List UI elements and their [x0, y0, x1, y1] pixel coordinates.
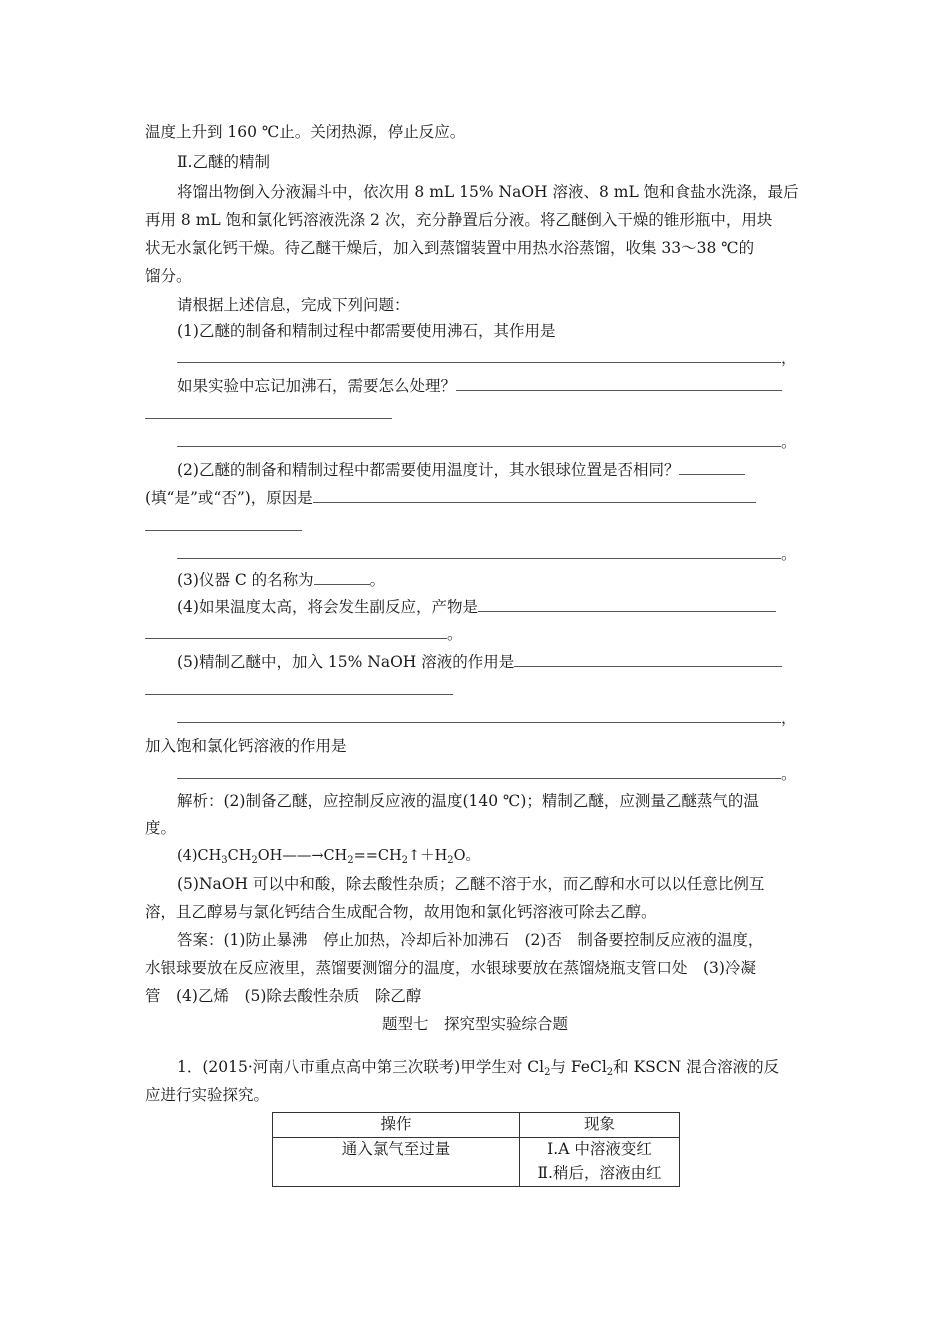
problem-text: 和 KSCN 混合溶液的反 — [613, 1058, 780, 1076]
answer-blank-row — [145, 404, 392, 424]
eq-subscript: 3 — [221, 855, 228, 866]
heading-purification: Ⅱ.乙醚的精制 — [177, 153, 270, 171]
eq-text: CH — [227, 848, 252, 864]
punctuation: 。 — [369, 571, 386, 589]
analysis-line: 解析：(2)制备乙醚，应控制反应液的温度(140 ℃)；精制乙醚，应测量乙醚蒸气的温 — [177, 792, 759, 810]
answer-blank[interactable] — [478, 597, 776, 612]
eq-text: ↑＋H — [408, 848, 448, 864]
table-header-phenomenon: 现象 — [520, 1113, 680, 1138]
paragraph-line: 将馏出物倒入分液漏斗中，依次用 8 mL 15% NaOH 溶液、8 mL 饱和食盐水洗涤，最后 — [177, 183, 799, 201]
prompt-line: 请根据上述信息，完成下列问题： — [177, 296, 410, 314]
question-4: (4)如果温度太高，将会发生副反应，产物是 — [177, 598, 478, 616]
intro-line-1: 温度上升到 160 ℃止。关闭热源，停止反应。 — [145, 123, 466, 141]
answer-blank-row — [177, 348, 797, 368]
analysis-line: 度。 — [145, 819, 177, 837]
table-cell-phenomenon: Ⅰ.A 中溶液变红 — [520, 1138, 680, 1163]
answer-blank-row — [145, 680, 453, 700]
answer-blank[interactable] — [145, 404, 392, 419]
subscript: 2 — [606, 1067, 614, 1078]
analysis-equation — [177, 846, 480, 871]
problem-1-line — [177, 1057, 779, 1083]
table-header-operation: 操作 — [273, 1113, 520, 1138]
question-3: (3)仪器 C 的名称为 — [177, 571, 314, 589]
punctuation: 。 — [781, 433, 797, 451]
answer-blank[interactable] — [177, 544, 781, 559]
answer-line: 答案：(1)防止暴沸 停止加热，冷却后补加沸石 (2)否 制备要控制反应液的温度， — [177, 931, 764, 949]
eq-subscript: 2 — [401, 855, 408, 866]
analysis-line: 溶，且乙醇易与氯化钙结合生成配合物，故用饱和氯化钙溶液可除去乙醇。 — [145, 903, 657, 921]
paragraph-line: 馏分。 — [145, 267, 192, 285]
answer-blank[interactable] — [145, 680, 453, 695]
answer-blank[interactable] — [456, 376, 782, 391]
paragraph-line: 状无水氯化钙干燥。待乙醚干燥后，加入到蒸馏装置中用热水浴蒸馏，收集 33～38 ℃的 — [145, 239, 755, 257]
answer-blank-row — [145, 624, 463, 644]
answer-blank[interactable] — [679, 460, 745, 475]
answer-blank[interactable] — [177, 708, 781, 723]
answer-blank-row — [177, 544, 797, 564]
question-5b: 加入饱和氯化钙溶液的作用是 — [145, 737, 347, 755]
question-4-row — [177, 597, 776, 617]
eq-text: O。 — [453, 848, 481, 864]
answer-blank[interactable] — [514, 652, 782, 667]
eq-text: (4)CH — [177, 848, 222, 864]
question-2: (2)乙醚的制备和精制过程中都需要使用温度计，其水银球位置是否相同？ — [177, 461, 680, 479]
answer-line: 水银球要放在反应液里，蒸馏要测馏分的温度，水银球要放在蒸馏烧瓶支管口处 (3)冷凝 — [145, 959, 756, 977]
question-3-row — [177, 570, 385, 590]
question-5: (5)精制乙醚中，加入 15% NaOH 溶液的作用是 — [177, 653, 515, 671]
question-5-row — [177, 652, 782, 672]
paragraph-line: 再用 8 mL 饱和氯化钙溶液洗涤 2 次，充分静置后分液。将乙醚倒入干燥的锥形瓶中，用块 — [145, 211, 773, 229]
answer-blank-row — [177, 764, 797, 784]
subscript: 2 — [544, 1067, 551, 1078]
problem-1-line: 应进行实验探究。 — [145, 1086, 270, 1104]
question-2b: (填“是”或“否”)，原因是 — [145, 489, 313, 507]
answer-blank[interactable] — [314, 570, 370, 585]
punctuation: ， — [781, 349, 797, 367]
question-2-row — [177, 460, 745, 480]
problem-text: 与 FeCl — [550, 1058, 607, 1076]
answer-line: 管 (4)乙烯 (5)除去酸性杂质 除乙醇 — [145, 987, 422, 1005]
answer-blank-row — [177, 708, 797, 728]
punctuation: 。 — [781, 765, 797, 783]
table-cell-operation: 通入氯气至过量 — [273, 1138, 520, 1187]
answer-blank[interactable] — [145, 624, 447, 639]
eq-subscript: 2 — [447, 855, 454, 866]
answer-blank[interactable] — [145, 516, 302, 531]
question-2b-row — [145, 488, 756, 508]
eq-subscript: 2 — [251, 855, 258, 866]
punctuation: ， — [781, 709, 797, 727]
problem-text: 1．(2015·河南八市重点高中第三次联考)甲学生对 Cl — [177, 1058, 545, 1076]
eq-text: OH——→CH — [257, 848, 348, 864]
answer-blank[interactable] — [177, 432, 781, 447]
answer-blank[interactable] — [313, 488, 756, 503]
eq-text: ==CH — [353, 848, 402, 864]
question-1b-row — [177, 376, 782, 396]
table-cell-phenomenon: Ⅱ.稍后，溶液由红 — [520, 1162, 680, 1187]
section-title: 题型七 探究型实验综合题 — [381, 1015, 568, 1033]
punctuation: 。 — [781, 545, 797, 563]
answer-blank-row — [145, 516, 302, 536]
analysis-line: (5)NaOH 可以中和酸，除去酸性杂质；乙醚不溶于水，而乙醇和水可以以任意比例互 — [177, 875, 765, 893]
answer-blank[interactable] — [177, 764, 781, 779]
question-1b: 如果实验中忘记加沸石，需要怎么处理？ — [177, 377, 457, 395]
question-1: (1)乙醚的制备和精制过程中都需要使用沸石，其作用是 — [177, 322, 556, 340]
punctuation: 。 — [447, 625, 463, 643]
answer-blank[interactable] — [177, 348, 781, 363]
experiment-table — [272, 1112, 680, 1187]
answer-blank-row — [177, 432, 797, 452]
eq-subscript: 2 — [347, 855, 354, 866]
